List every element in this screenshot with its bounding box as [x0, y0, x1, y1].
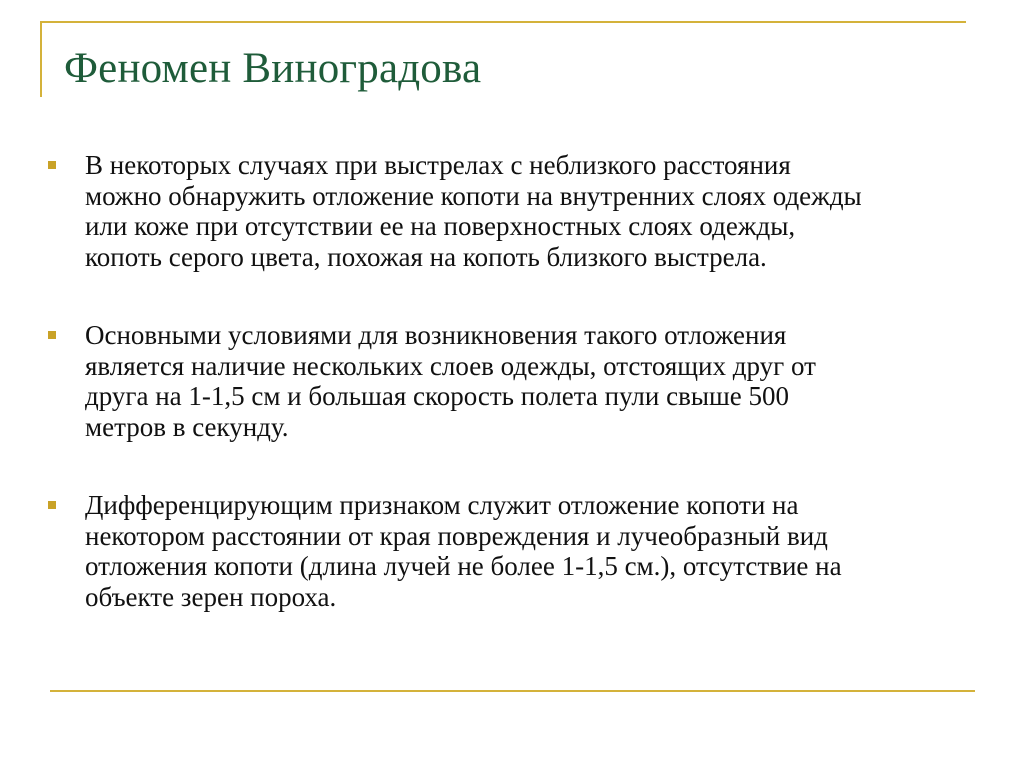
bottom-border-line — [50, 690, 975, 692]
bullet-item-1 — [48, 150, 968, 272]
square-bullet-icon — [48, 161, 56, 169]
bullet-1-line-2: можно обнаружить отложение копоти на внутренних слоях одежды — [85, 180, 862, 211]
bullet-2-line-3: друга на 1-1,5 см и большая скорость полета пули свыше 500 — [85, 381, 789, 411]
top-border-line — [40, 21, 966, 23]
bullet-3-line-2: некотором расстоянии от края повреждения и лучеобразный вид — [85, 520, 828, 551]
bullet-3-line-4: объекте зерен пороха. — [85, 581, 337, 612]
bullet-item-2 — [48, 320, 968, 442]
bullet-2-line-4: метров в секунду. — [85, 411, 289, 442]
bullet-2-line-1: Основными условиями для возникновения такого отложения — [85, 320, 787, 350]
bullet-1-line-1: В некоторых случаях при выстрелах с неблизкого расстояния — [85, 150, 791, 180]
bullet-1-line-4: копоть серого цвета, похожая на копоть близкого выстрела. — [85, 241, 767, 272]
bullet-list — [48, 150, 968, 660]
bullet-2-line-2: является наличие нескольких слоев одежды, отстоящих друг от — [85, 350, 816, 381]
bullet-3-line-1: Дифференцирующим признаком служит отложение копоти на — [85, 490, 799, 520]
left-border-line — [40, 21, 42, 97]
bullet-3-line-3: отложения копоти (длина лучей не более 1-1,5 см.), отсутствие на — [85, 551, 842, 581]
slide-title: Феномен Виноградова — [64, 45, 482, 92]
bullet-1-line-3: или коже при отсутствии ее на поверхностных слоях одежды, — [85, 211, 796, 241]
square-bullet-icon — [48, 331, 56, 339]
bullet-item-3 — [48, 490, 968, 612]
square-bullet-icon — [48, 501, 56, 509]
